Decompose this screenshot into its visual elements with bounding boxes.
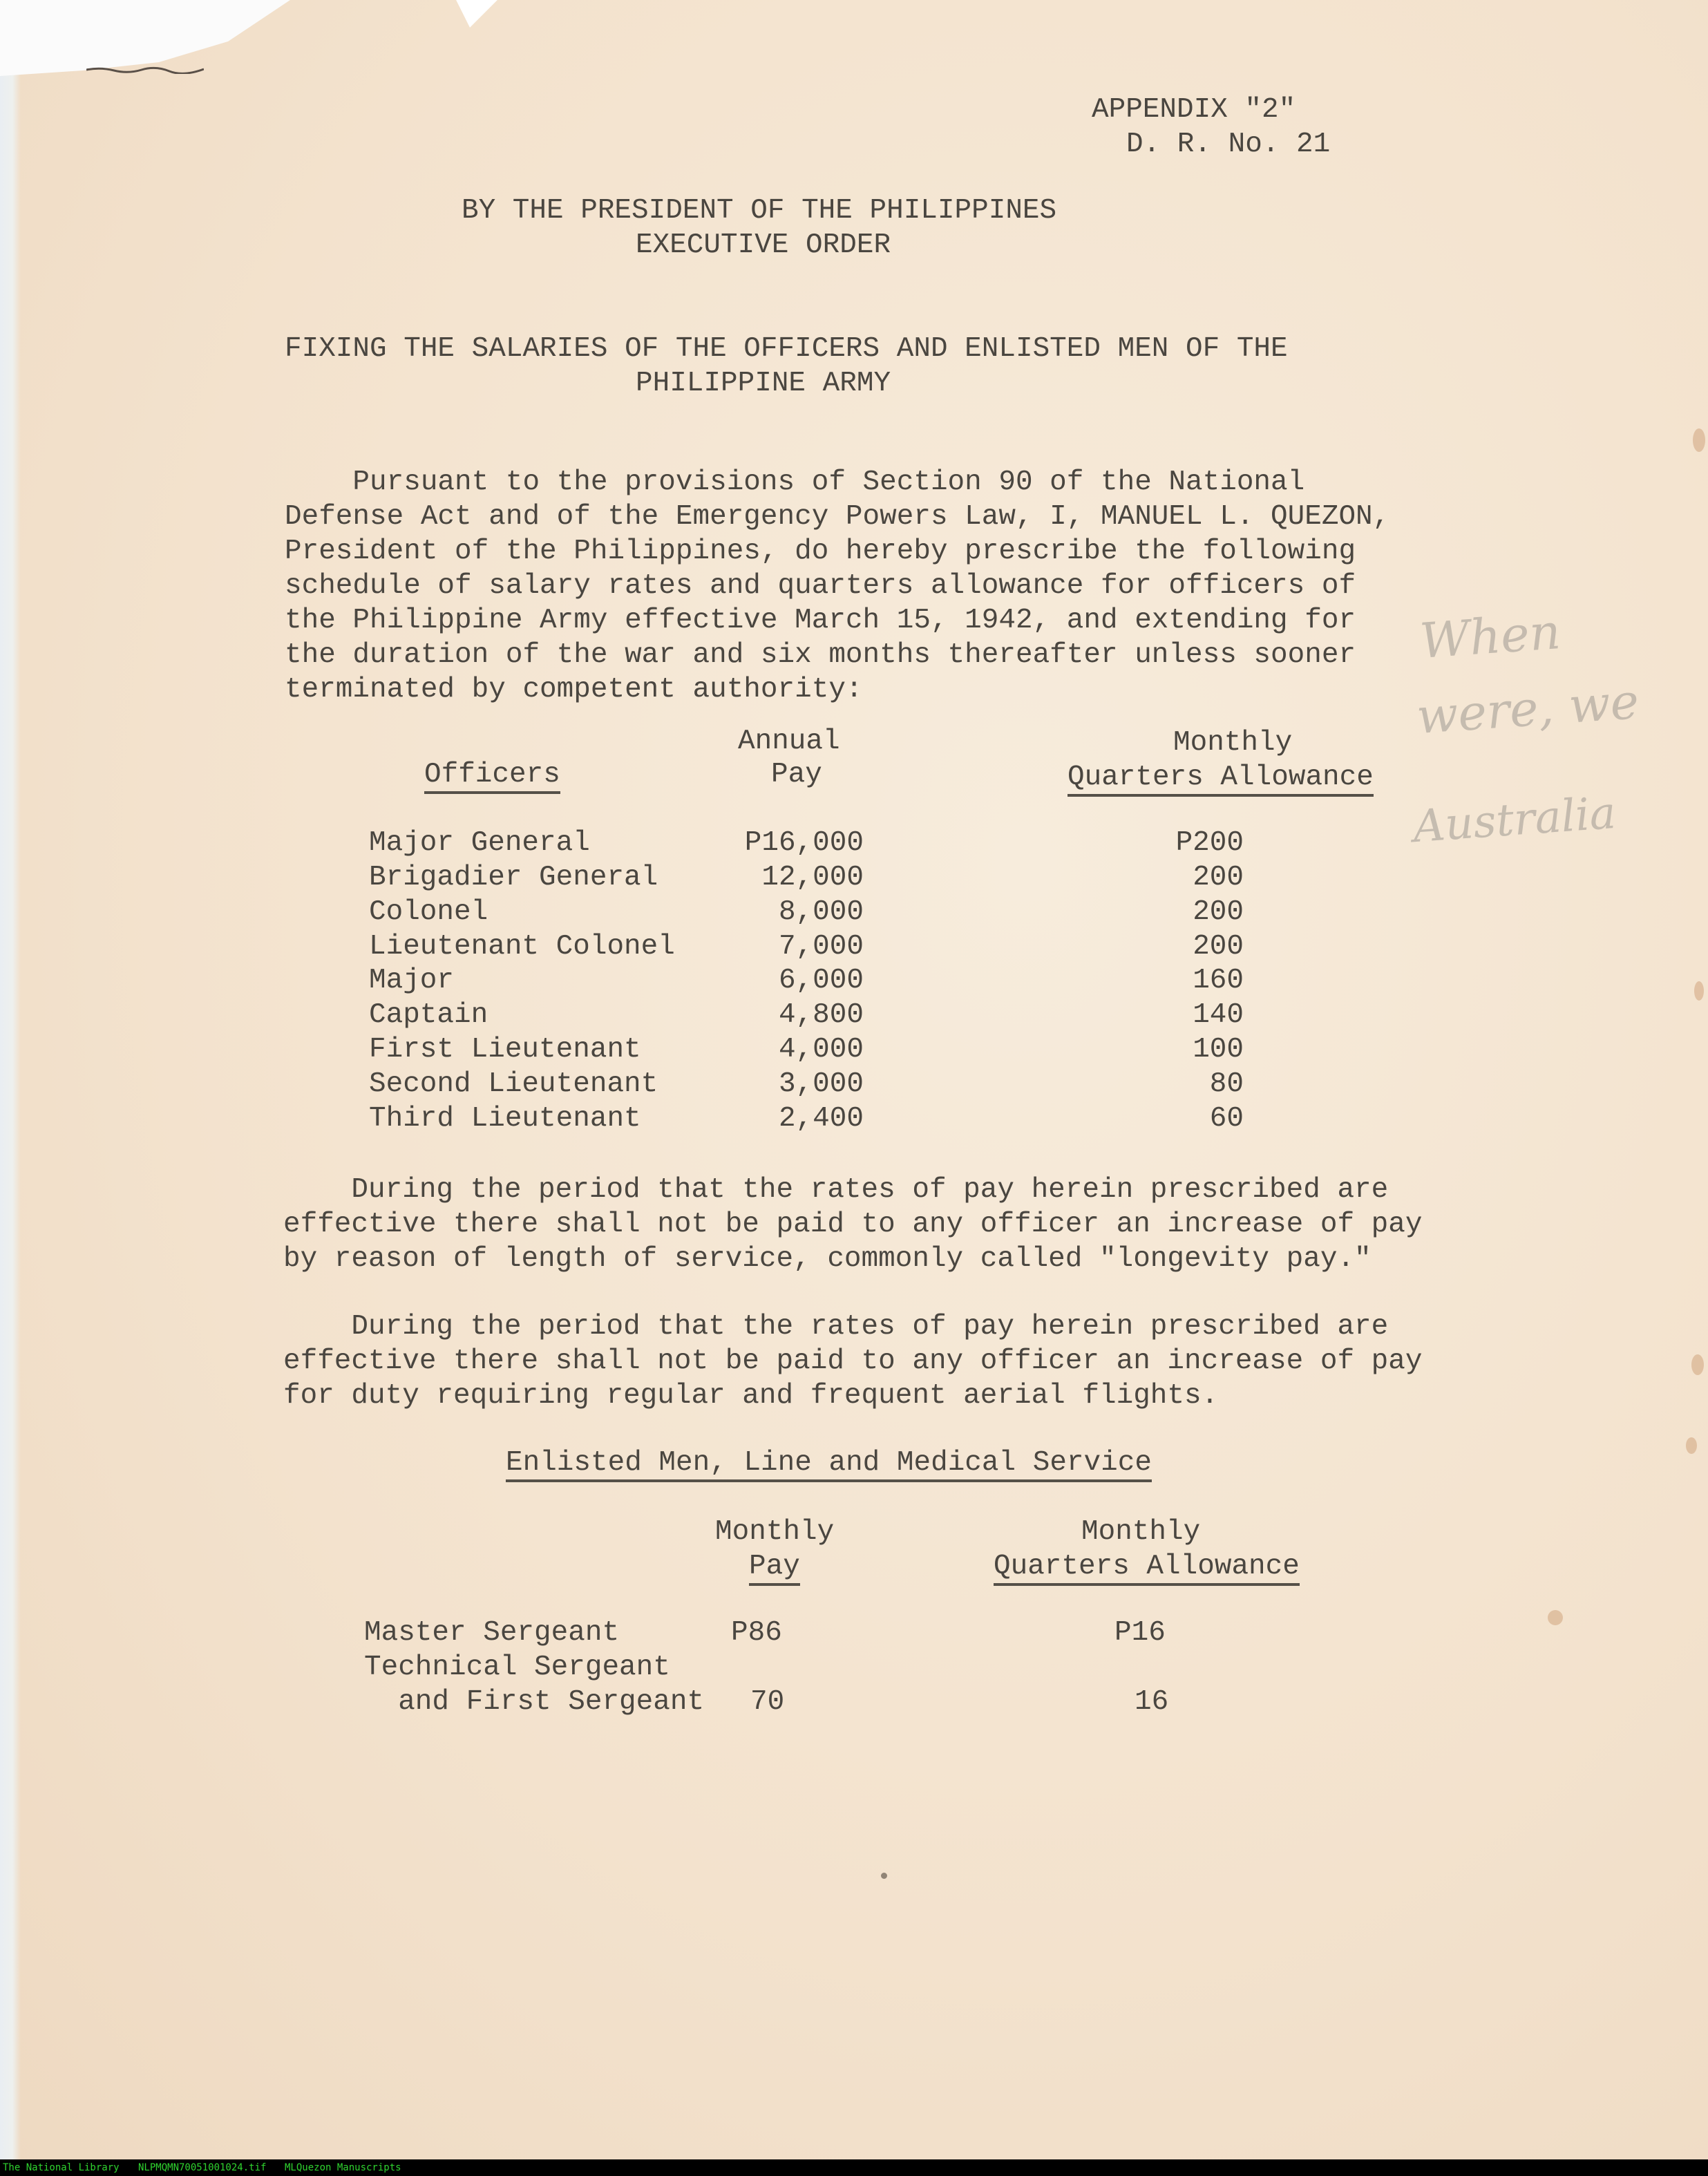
scan-footer (0, 2159, 1708, 2176)
pay-cell: 7,000 (778, 931, 864, 963)
stain-mark (1686, 1437, 1697, 1454)
allowance-cell: 200 (1193, 931, 1244, 963)
paragraph-line: During the period that the rates of pay herein prescribed are (283, 1311, 1389, 1343)
allowance-cell: 200 (1193, 862, 1244, 893)
footer-filename: NLPMQMN70051001024.tif (138, 2162, 267, 2173)
allowance-cell: 80 (1209, 1068, 1244, 1100)
paragraph-line: effective there shall not be paid to any officer an increase of pay (283, 1209, 1423, 1240)
dr-number: D. R. No. 21 (1126, 129, 1331, 160)
page-edge-shadow (0, 0, 21, 2159)
handwritten-note: Australia (1411, 787, 1618, 853)
allowance-cell: 160 (1193, 965, 1244, 996)
paragraph-line: schedule of salary rates and quarters allowance for officers of (285, 570, 1356, 602)
stain-mark (1548, 1610, 1563, 1625)
appendix-label: APPENDIX "2" (1092, 94, 1296, 126)
column-header-officers: Officers (424, 759, 560, 794)
allowance-cell: P16 (1114, 1617, 1166, 1649)
paragraph-line: President of the Philippines, do hereby prescribe the following (285, 536, 1356, 567)
issuer-line: BY THE PRESIDENT OF THE PHILIPPINES (462, 195, 1057, 227)
column-header-annual: Annual (738, 726, 840, 757)
pay-cell: 8,000 (778, 896, 864, 928)
footer-collection: MLQuezon Manuscripts (285, 2162, 401, 2173)
allowance-cell: 200 (1193, 896, 1244, 928)
stain-mark (1694, 981, 1704, 1001)
pay-cell: 4,800 (778, 999, 864, 1031)
rank-cell: and First Sergeant (364, 1686, 705, 1718)
column-header-quarters-allowance: Quarters Allowance (1068, 761, 1374, 797)
rank-cell: Major (369, 965, 455, 996)
pay-cell: 2,400 (778, 1103, 864, 1135)
pay-cell: 12,000 (761, 862, 864, 893)
rank-cell: First Lieutenant (369, 1034, 641, 1066)
column-header-monthly: Monthly (715, 1516, 835, 1548)
column-header-monthly: Monthly (1173, 727, 1293, 759)
footer-library: The National Library (3, 2162, 120, 2173)
rank-cell: Lieutenant Colonel (369, 931, 675, 963)
rank-cell: Brigadier General (369, 862, 658, 893)
rank-cell: Master Sergeant (364, 1617, 620, 1649)
stain-mark (881, 1873, 887, 1879)
column-header-pay: Pay (771, 759, 822, 791)
pay-cell: 4,000 (778, 1034, 864, 1066)
rank-cell: Major General (369, 827, 590, 859)
document-title: FIXING THE SALARIES OF THE OFFICERS AND ENLISTED MEN OF THE (285, 333, 1288, 365)
paragraph-line: the duration of the war and six months thereafter unless sooner (285, 639, 1356, 671)
paragraph-line: Defense Act and of the Emergency Powers Law, I, MANUEL L. QUEZON, (285, 501, 1390, 533)
stain-mark (1693, 428, 1705, 452)
paragraph-line: During the period that the rates of pay herein prescribed are (283, 1174, 1389, 1206)
paragraph-line: the Philippine Army effective March 15, 1942, and extending for (285, 605, 1356, 636)
allowance-cell: 140 (1193, 999, 1244, 1031)
handwritten-note: were, we (1414, 672, 1641, 746)
column-header-monthly: Monthly (1081, 1516, 1201, 1548)
pay-cell: P16,000 (744, 827, 864, 859)
rank-cell: Captain (369, 999, 488, 1031)
allowance-cell: P200 (1175, 827, 1244, 859)
paragraph-line: effective there shall not be paid to any officer an increase of pay (283, 1345, 1423, 1377)
paragraph-line: by reason of length of service, commonly called "longevity pay." (283, 1243, 1372, 1275)
torn-edge-mark (86, 66, 204, 74)
stain-mark (1691, 1354, 1704, 1375)
paragraph-line: terminated by competent authority: (285, 674, 863, 706)
rank-cell: Third Lieutenant (369, 1103, 641, 1135)
paragraph-line: Pursuant to the provisions of Section 90 of the National (285, 466, 1305, 498)
pay-cell: 6,000 (778, 965, 864, 996)
allowance-cell: 60 (1209, 1103, 1244, 1135)
allowance-cell: 16 (1135, 1686, 1169, 1718)
column-header-pay: Pay (749, 1551, 800, 1586)
allowance-cell: 100 (1193, 1034, 1244, 1066)
paragraph-line: for duty requiring regular and frequent aerial flights. (283, 1380, 1219, 1412)
pay-cell: 3,000 (778, 1068, 864, 1100)
handwritten-note: When (1418, 603, 1563, 670)
document-title-line2: PHILIPPINE ARMY (636, 368, 891, 399)
order-type: EXECUTIVE ORDER (636, 229, 891, 261)
pay-cell: 70 (750, 1686, 785, 1718)
rank-cell: Technical Sergeant (364, 1652, 670, 1683)
rank-cell: Second Lieutenant (369, 1068, 658, 1100)
rank-cell: Colonel (369, 896, 488, 928)
enlisted-heading: Enlisted Men, Line and Medical Service (506, 1447, 1152, 1482)
pay-cell: P86 (731, 1617, 782, 1649)
column-header-quarters-allowance: Quarters Allowance (994, 1551, 1300, 1586)
